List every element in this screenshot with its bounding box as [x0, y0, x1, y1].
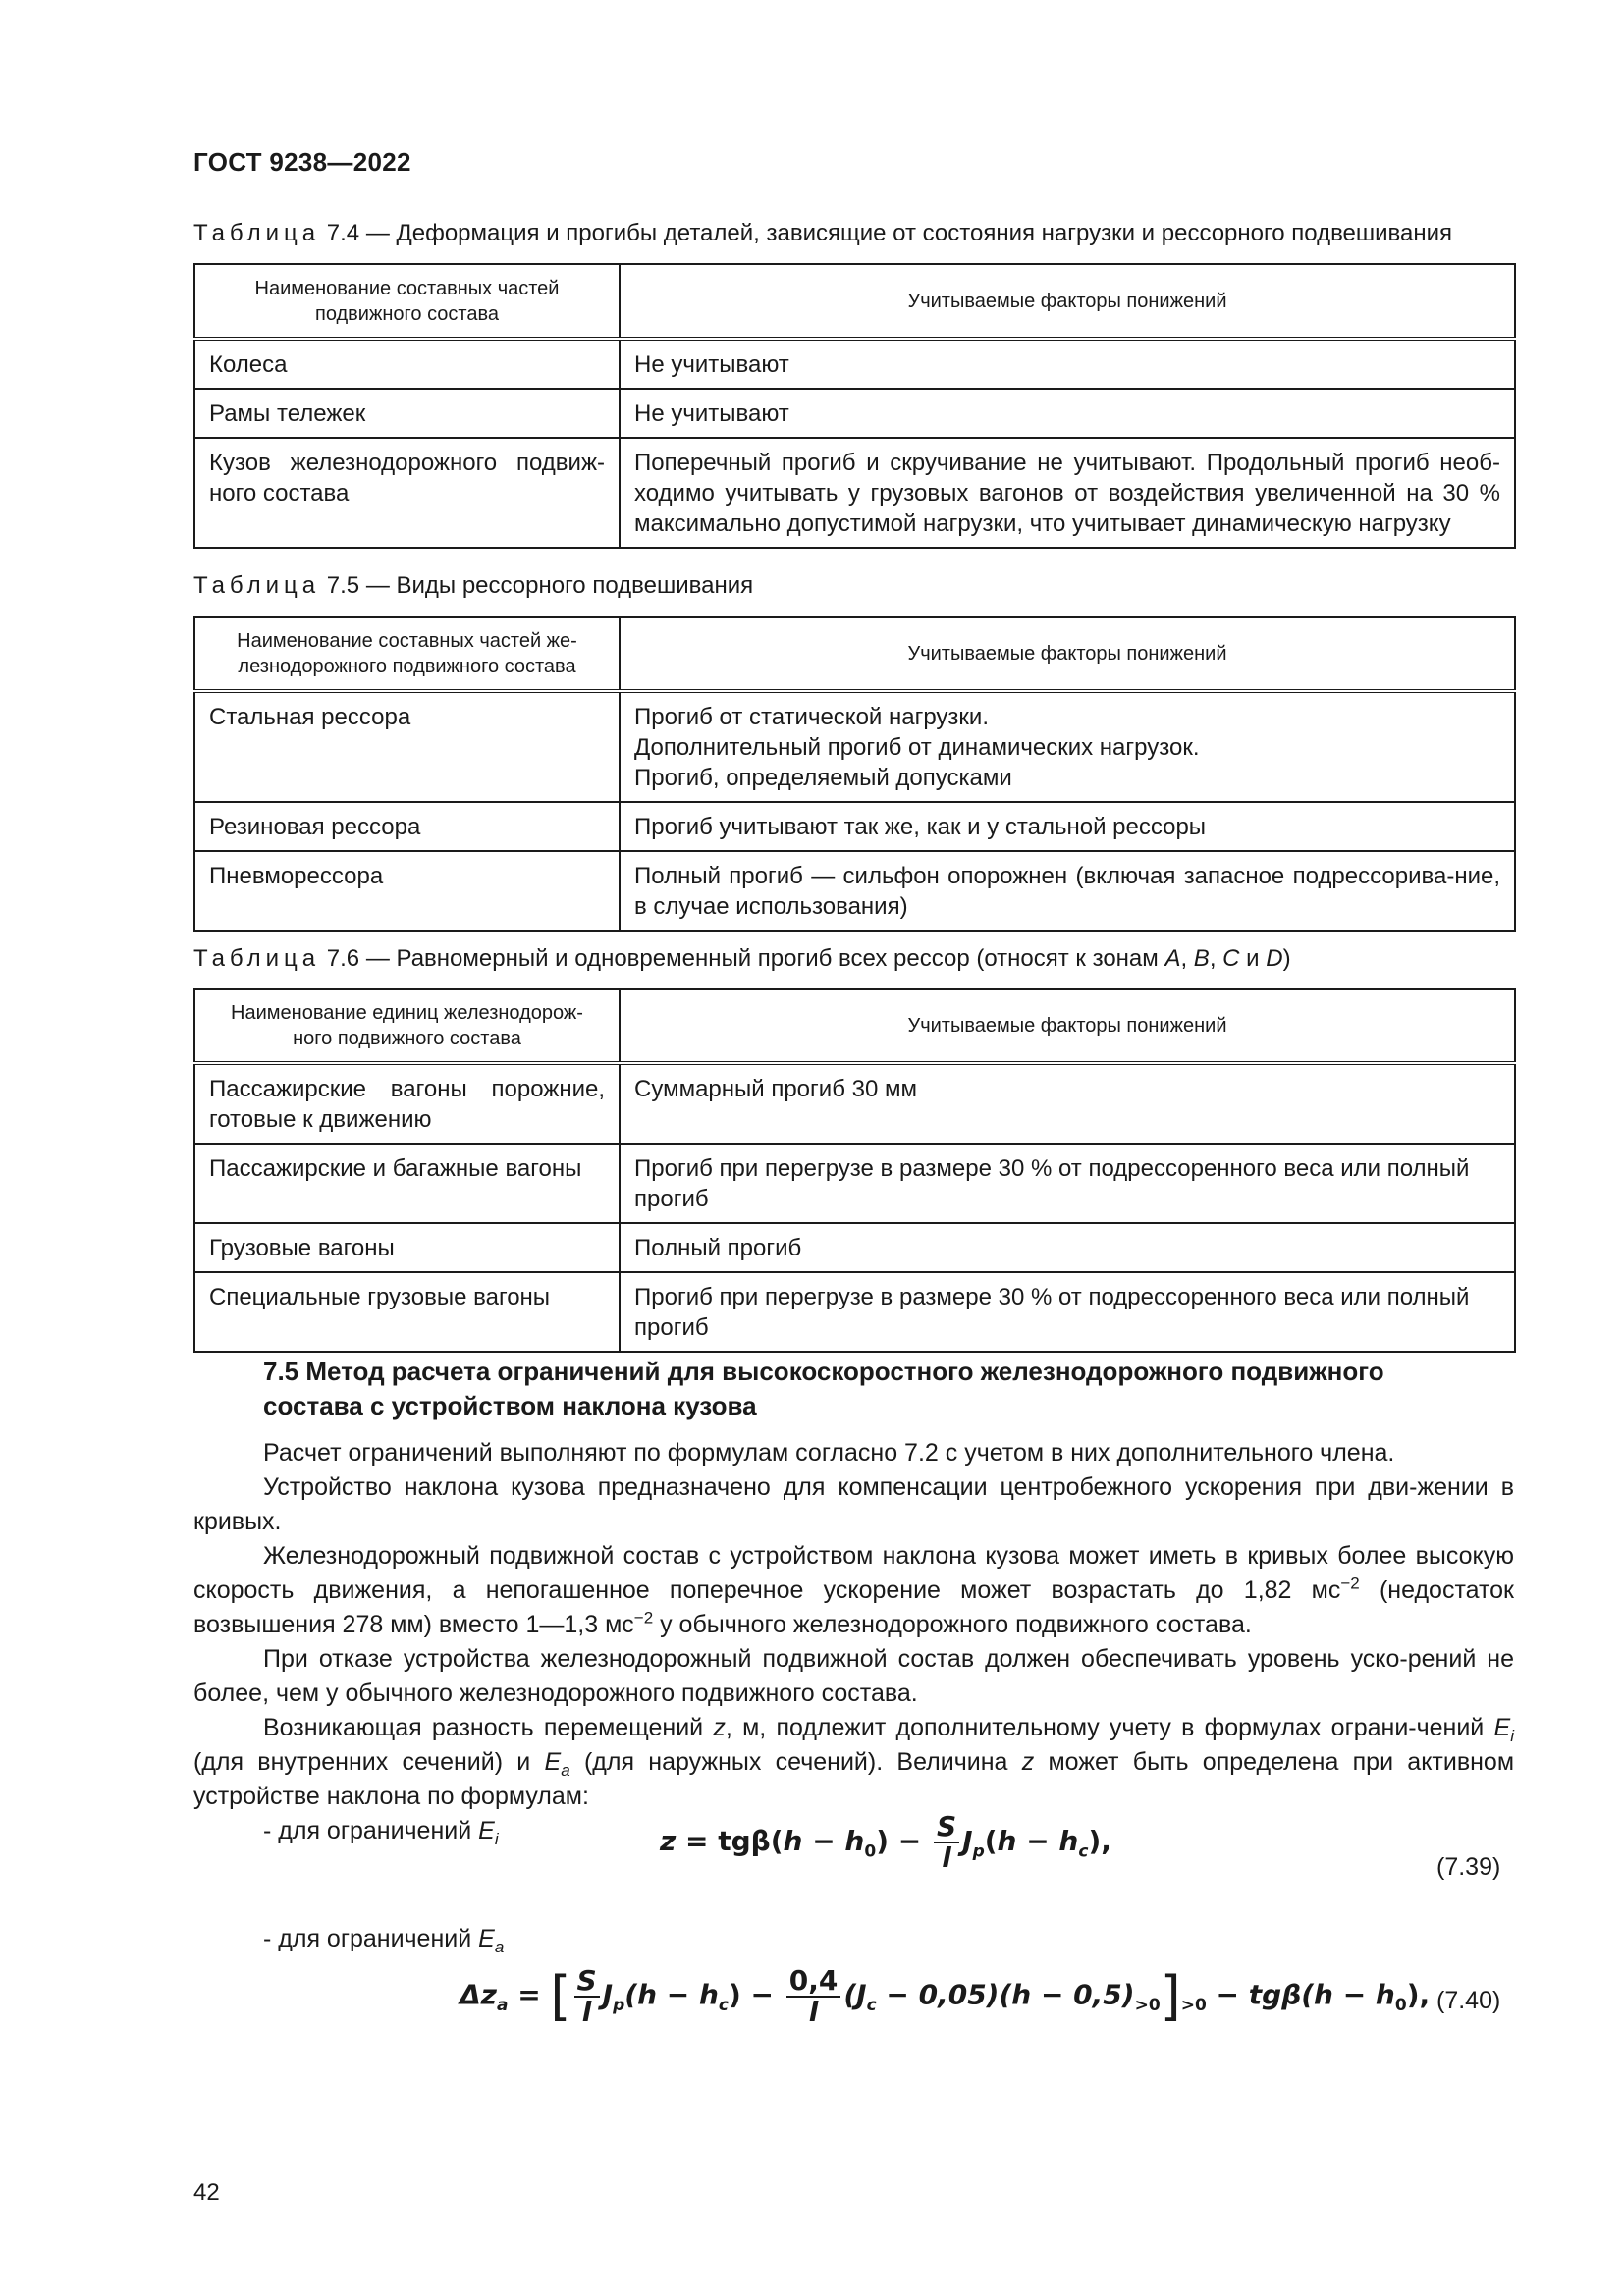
table-row — [194, 1063, 1515, 1144]
zone-a: A — [1164, 945, 1181, 972]
part-cell: Пассажирские вагоны порожние, готовые к движению — [194, 1063, 620, 1144]
column-header: Наименование составных частей же-лезнодорожного подвижного состава — [194, 617, 620, 691]
part-cell: Пассажирские и багажные вагоны — [194, 1144, 620, 1223]
section-body-2 — [193, 1922, 1514, 1956]
table-row — [194, 389, 1515, 438]
list-item: - для ограничений $E_a$ — [263, 1925, 505, 1956]
table-row — [194, 1272, 1515, 1352]
caption-word: Таблица — [193, 945, 321, 972]
factor-cell: Прогиб от статической нагрузки. Дополнительный прогиб от динамических нагрузок. Прогиб, определяемый допусками — [620, 691, 1515, 802]
column-header: Учитываемые факторы понижений — [620, 264, 1515, 339]
part-cell: Грузовые вагоны — [194, 1223, 620, 1272]
zone-b: B — [1193, 945, 1210, 972]
table-7-6-caption: Таблица 7.6 — Равномерный и одновременный прогиб всех рессор (относят к зонам A, B, C и D) — [193, 945, 1291, 972]
equation-number: (7.39) — [1436, 1853, 1501, 1881]
table-7-4-caption — [193, 220, 1452, 247]
document-id: ГОСТ 9238—2022 — [193, 147, 411, 177]
table-row — [194, 1223, 1515, 1272]
caption-word: Таблица — [193, 572, 321, 599]
factor-cell: Прогиб при перегрузе в размере 30 % от подрессоренного веса или полный прогиб — [620, 1144, 1515, 1223]
zone-c: C — [1222, 945, 1240, 972]
factor-cell: Полный прогиб — [620, 1223, 1515, 1272]
factor-cell: Не учитывают — [620, 339, 1515, 389]
table-row — [194, 1144, 1515, 1223]
caption-text: 7.6 — Равномерный и одновременный прогиб всех рессор (относят к зонам — [326, 945, 1159, 972]
equation-number: (7.40) — [1436, 1987, 1501, 2014]
part-cell: Резиновая рессора — [194, 802, 620, 851]
table-row — [194, 851, 1515, 931]
part-cell: Колеса — [194, 339, 620, 389]
column-header: Учитываемые факторы понижений — [620, 989, 1515, 1063]
paragraph: При отказе устройства железнодорожный подвижной состав должен обеспечивать уровень уско-рений не более, чем у обычного железнодорожного подвижного состава. — [193, 1645, 1514, 1707]
factor-cell: Не учитывают — [620, 389, 1515, 438]
caption-text: 7.5 — Виды рессорного подвешивания — [326, 572, 754, 599]
table-row — [194, 802, 1515, 851]
part-cell: Стальная рессора — [194, 691, 620, 802]
page-number: 42 — [193, 2179, 220, 2206]
formula-7-40: $\Delta z_a$ = [ $\frac{S}{l}$ $J_p(h - h_c)$ − $\frac{0,4}{l}$ $(J_c - 0,05)(h - 0,5)_{>0}]_{>0} - tg\beta(h - h_0)$, — [460, 1963, 1431, 2028]
part-cell: Рамы тележек — [194, 389, 620, 438]
list-item: - для ограничений $E_i$ — [263, 1817, 499, 1848]
part-cell: Кузов железнодорожного подвиж-ного состава — [194, 438, 620, 548]
paragraph: Устройство наклона кузова предназначено для компенсации центробежного ускорения при дви-жении в кривых. — [193, 1473, 1514, 1535]
section-title: 7.5 Метод расчета ограничений для высокоскоростного железнодорожного подвижного состава с устройством наклона кузова — [263, 1357, 1384, 1420]
factor-cell: Суммарный прогиб 30 мм — [620, 1063, 1515, 1144]
caption-word: Таблица — [193, 220, 321, 246]
zone-d: D — [1266, 945, 1283, 972]
column-header: Учитываемые факторы понижений — [620, 617, 1515, 691]
table-7-6 — [193, 988, 1516, 1353]
section-body — [193, 1436, 1514, 1848]
caption-text: 7.4 — Деформация и прогибы деталей, зависящие от состояния нагрузки и рессорного подвешивания — [326, 220, 1453, 246]
table-7-5-caption — [193, 572, 753, 600]
table-row — [194, 438, 1515, 548]
factor-cell: Поперечный прогиб и скручивание не учитывают. Продольный прогиб необ-ходимо учитывать у грузовых вагонов от воздействия увеличенной на 30 % максимально допустимой нагрузки, что учитывает динамическую нагрузку — [620, 438, 1515, 548]
table-row — [194, 339, 1515, 389]
factor-cell: Полный прогиб — сильфон опорожнен (включая запасное подрессорива-ние, в случае использования) — [620, 851, 1515, 931]
paragraph: Железнодорожный подвижной состав с устройством наклона кузова может иметь в кривых более высокую скорость движения, а непогашенное поперечное ускорение может возрастать до 1,82 $мс^{-2}$ (недостаток возвышения 278 мм) вместо 1—1,3 $мс^{-2}$ у обычного железнодорожного подвижного состава. — [193, 1542, 1514, 1638]
factor-cell: Прогиб учитывают так же, как и у стальной рессоры — [620, 802, 1515, 851]
formula-7-39: $z = tg\beta(h - h_0)$ − $\frac{S}{l}$ $J_p(h - h_c)$, — [660, 1810, 1111, 1874]
table-7-4 — [193, 263, 1516, 549]
paragraph: Возникающая разность перемещений z, м, подлежит дополнительному учету в формулах ограни-чений $E_i$ (для внутренних сечений) и $E_a$ (для наружных сечений). Величина z может быть определена при активном устройстве наклона по формулам: — [193, 1714, 1515, 1810]
column-header: Наименование составных частей подвижного состава — [194, 264, 620, 339]
column-header: Наименование единиц железнодорож-ного подвижного состава — [194, 989, 620, 1063]
table-7-5 — [193, 616, 1516, 932]
paragraph: Расчет ограничений выполняют по формулам согласно 7.2 с учетом в них дополнительного члена. — [263, 1439, 1395, 1467]
part-cell: Специальные грузовые вагоны — [194, 1272, 620, 1352]
factor-cell: Прогиб при перегрузе в размере 30 % от подрессоренного веса или полный прогиб — [620, 1272, 1515, 1352]
table-row — [194, 691, 1515, 802]
part-cell: Пневморессора — [194, 851, 620, 931]
